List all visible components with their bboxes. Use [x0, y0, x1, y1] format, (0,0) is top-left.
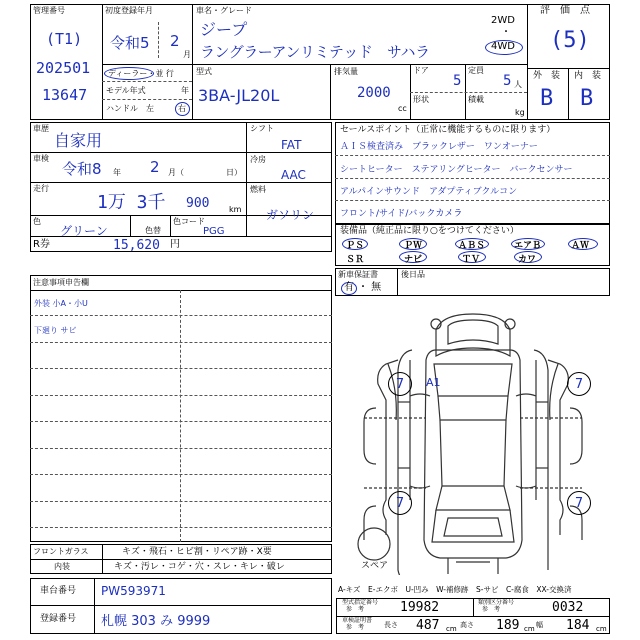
- warranty-label: 新車保証書: [338, 270, 378, 279]
- naisou-value: B: [580, 86, 594, 111]
- height-label: 高さ: [460, 621, 474, 629]
- notes-line-2: 下廻り サビ: [34, 326, 77, 335]
- glass-interior-label: 内装: [54, 562, 70, 571]
- shift-label: シフト: [250, 124, 274, 133]
- shodo-label: 初度登録年月: [105, 6, 153, 15]
- gaisou-label: 外 装: [533, 71, 561, 81]
- shaken2-day-unit: 日）: [226, 168, 242, 177]
- shaken2-month: 2: [150, 158, 160, 176]
- atozuke-label: 後日品: [401, 270, 425, 279]
- ruibetsu-sub: 参 考: [482, 606, 501, 613]
- divider: [410, 92, 527, 93]
- eq-tv: ＴＶ: [462, 255, 481, 265]
- dims-sub: 参 考: [346, 624, 365, 631]
- model-year-unit: 年: [181, 86, 189, 95]
- eq-airbag: エアＢ: [514, 241, 542, 251]
- divider: [180, 290, 181, 542]
- notes-rule: [30, 315, 332, 316]
- shamei-label: 車名・グレード: [196, 6, 252, 15]
- drive-dot: ・: [501, 27, 511, 38]
- eq-navi: ナビ: [404, 255, 423, 265]
- divider: [335, 178, 610, 179]
- sekisai-label: 積載: [468, 95, 484, 104]
- notes-rule: [30, 421, 332, 422]
- spare-label: スペア: [361, 561, 389, 571]
- drive-2wd: 2WD: [491, 15, 515, 26]
- iro-kae-label: 色替: [145, 226, 161, 235]
- shaken2-year-unit: 年: [113, 168, 121, 177]
- divider: [336, 616, 610, 617]
- header-frame: [30, 4, 610, 120]
- shaken2-month-unit: 月（: [168, 168, 184, 177]
- shaken-value: 自家用: [54, 131, 103, 150]
- equipment-title: 装備品（純正品に限り○をつけてください）: [340, 226, 519, 236]
- sales-line-3: アルパインサウンド アダプティブクルコン: [340, 187, 518, 197]
- eq-aw: ＡＷ: [571, 241, 590, 251]
- handle-right: 右: [178, 104, 186, 113]
- notes-rule: [30, 474, 332, 475]
- r-unit: 円: [170, 239, 180, 250]
- warranty-yes: 有: [344, 282, 354, 293]
- shodo-box: [158, 22, 159, 58]
- soko-sub: 900: [186, 196, 210, 211]
- reibou-label: 冷房: [250, 155, 266, 164]
- eq-sr: ＳＲ: [346, 255, 365, 265]
- shift-value: FAT: [281, 138, 302, 152]
- notes-rule: [30, 368, 332, 369]
- shamei-line1: ジープ: [200, 20, 248, 39]
- divider: [30, 605, 332, 606]
- sales-line-2: シートヒーター ステアリングヒーター バークセンサー: [340, 165, 573, 175]
- nenryo-value: ガソリン: [266, 208, 315, 222]
- divider: [30, 182, 332, 183]
- divider: [170, 215, 171, 236]
- divider: [30, 152, 332, 153]
- gaisou-value: B: [540, 86, 554, 111]
- reg-value: 札幌 303 み 9999: [101, 614, 211, 629]
- chassis-label: 車台番号: [40, 586, 77, 596]
- katashiki-shitei-value: 19982: [400, 600, 440, 615]
- height-unit: cm: [524, 625, 535, 633]
- damage-mark-rear-left: 7: [388, 491, 412, 515]
- eq-pw: ＰＷ: [404, 241, 423, 251]
- katashiki-label: 型式: [196, 67, 212, 76]
- dims-label: 車検証明書: [342, 617, 373, 624]
- notes-rule: [30, 448, 332, 449]
- shaken2-era: 令和8: [62, 160, 102, 178]
- naisou-label: 内 装: [574, 71, 602, 81]
- divider: [473, 598, 474, 616]
- soko-main: 1万 3千: [97, 192, 166, 213]
- hyouka-value: (5): [550, 28, 590, 53]
- divider: [397, 268, 398, 296]
- soko-unit: km: [229, 205, 242, 214]
- damage-mark-front-right: 7: [567, 372, 591, 396]
- handle-label: ハンドル 左: [106, 104, 154, 113]
- iro-code: PGG: [203, 226, 225, 237]
- sales-line-4: フロント/サイド/バックカメラ: [340, 209, 463, 219]
- teiin-label: 定員: [468, 66, 484, 75]
- glass-front-text: キズ・飛石・ヒビ割・リペア跡・X要: [122, 547, 272, 557]
- width-value: 184: [566, 618, 590, 633]
- divider: [192, 4, 193, 64]
- glass-interior-text: キズ・汚レ・コゲ・穴・スレ・キレ・破レ: [114, 562, 285, 572]
- divider: [246, 122, 247, 236]
- width-unit: cm: [596, 625, 607, 633]
- divider: [30, 290, 332, 291]
- shodo-era: 令和5: [110, 34, 150, 52]
- keijo-label: 形状: [413, 95, 429, 104]
- divider: [192, 64, 193, 120]
- notes-rule: [30, 395, 332, 396]
- width-label: 幅: [536, 621, 543, 629]
- shaken2-label: 車検: [33, 154, 49, 163]
- dealer-label: ディーラー・並 行: [108, 69, 174, 78]
- reg-label: 登録番号: [40, 614, 77, 624]
- sekisai-unit: kg: [515, 108, 525, 117]
- notes-title: 注意事項申告欄: [33, 278, 89, 287]
- divider: [30, 559, 332, 560]
- shodo-month: 2: [170, 32, 180, 50]
- divider: [102, 99, 192, 100]
- damage-legend: A-キズ E-エクボ U-凹み W-補修跡 S-サビ C-腐食 XX-交換済: [338, 585, 572, 594]
- eq-ps: ＰＳ: [346, 241, 365, 251]
- length-label: 長さ: [384, 621, 398, 629]
- door-label: ドア: [413, 66, 429, 75]
- damage-mark-rear-right: 7: [567, 491, 591, 515]
- divider: [330, 64, 331, 120]
- divider: [568, 68, 569, 120]
- divider: [102, 4, 103, 120]
- kanri-line-2: 202501: [36, 59, 91, 77]
- haiki-unit: cc: [398, 104, 407, 113]
- iro-code-label: 色コード: [173, 217, 205, 226]
- notes-line-1: 外装 小A・小U: [34, 299, 88, 308]
- shaken-label: 車歴: [33, 124, 49, 133]
- haiki-label: 排気量: [334, 67, 358, 76]
- door-value: 5: [453, 73, 462, 89]
- ruibetsu-label: 類別区分番号: [478, 599, 515, 606]
- damage-mark-front-left: 7: [388, 372, 412, 396]
- chassis-value: PW593971: [101, 584, 166, 598]
- katashiki-shitei-label: 型式指定番号: [342, 599, 379, 606]
- shamei-line2: ラングラーアンリミテッド サハラ: [200, 43, 430, 61]
- iro-value: グリーン: [60, 224, 108, 238]
- height-value: 189: [496, 618, 520, 633]
- katashiki-shitei-sub: 参 考: [346, 606, 365, 613]
- length-value: 487: [416, 618, 440, 633]
- glass-front-label: フロントガラス: [33, 547, 89, 556]
- divider: [102, 64, 527, 65]
- divider: [335, 155, 610, 156]
- divider: [335, 200, 610, 201]
- kanri-line-3: 13647: [42, 86, 88, 104]
- reibou-value: AAC: [281, 168, 306, 182]
- drive-4wd: 4WD: [491, 41, 515, 52]
- r-value: 15,620: [113, 238, 160, 253]
- katashiki-value: 3BA-JL20L: [198, 86, 280, 105]
- car-diagram: [336, 300, 610, 575]
- length-unit: cm: [446, 625, 457, 633]
- sales-title: セールスポイント（正常に機能するものに限ります）: [340, 125, 556, 135]
- iro-label: 色: [33, 217, 41, 226]
- eq-leather: カワ: [518, 255, 537, 265]
- notes-rule: [30, 527, 332, 528]
- warranty-no: ・ 無: [358, 282, 382, 293]
- haiki-value: 2000: [357, 85, 391, 101]
- sales-line-1: ＡＩＳ検査済み ブラックレザー ワンオーナー: [340, 142, 538, 152]
- model-year-label: モデル年式: [106, 86, 146, 95]
- damage-mark-a1: A1: [426, 376, 441, 389]
- divider: [94, 578, 95, 634]
- notes-rule: [30, 501, 332, 502]
- eq-abs: ＡＢＳ: [458, 241, 486, 251]
- divider: [130, 215, 131, 236]
- kanri-label: 管理番号: [33, 6, 65, 15]
- kanri-line-1: (T1): [46, 30, 83, 48]
- nenryo-label: 燃料: [250, 185, 266, 194]
- hyouka-label: 評 価 点: [540, 5, 590, 16]
- divider: [102, 81, 192, 82]
- soko-label: 走行: [33, 184, 49, 193]
- divider: [527, 4, 528, 120]
- teiin-value: 5: [503, 73, 512, 89]
- notes-rule: [30, 342, 332, 343]
- r-label: R券: [33, 239, 50, 250]
- teiin-unit: 人: [514, 80, 522, 89]
- ruibetsu-value: 0032: [552, 600, 584, 615]
- shodo-month-unit: 月: [183, 50, 191, 59]
